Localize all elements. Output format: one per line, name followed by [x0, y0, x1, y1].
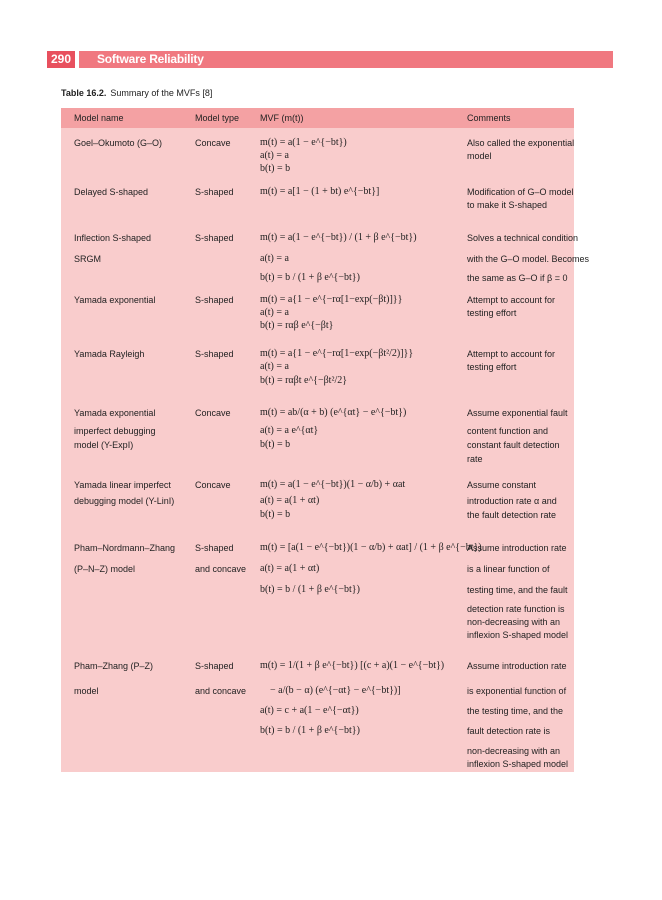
col-header-comments: Comments: [467, 113, 511, 123]
comment-line: non-decreasing with an: [467, 746, 561, 756]
comment-line: the testing time, and the: [467, 706, 564, 716]
comment-line: non-decreasing with an: [467, 617, 561, 627]
mvf-formula: a(t) = a: [260, 361, 289, 372]
model-name: SRGM: [74, 254, 101, 264]
model-name: Yamada linear imperfect: [74, 480, 171, 490]
model-type: S-shaped: [195, 295, 234, 305]
model-name: imperfect debugging: [74, 426, 156, 436]
mvf-formula: b(t) = b: [260, 509, 291, 520]
mvf-formula: b(t) = b / (1 + β e^{−bt}): [260, 725, 360, 736]
comment-line: constant fault detection: [467, 440, 560, 450]
model-name: model (Y-ExpI): [74, 440, 134, 450]
comment-line: model: [467, 151, 492, 161]
comment-line: introduction rate α and: [467, 496, 557, 506]
mvf-formula: m(t) = a{1 − e^{−rα[1−exp(−βt)]}}: [260, 294, 403, 305]
model-name: Yamada exponential: [74, 295, 156, 305]
comment-line: rate: [467, 454, 483, 464]
model-type: Concave: [195, 408, 231, 418]
model-name: Delayed S-shaped: [74, 187, 149, 197]
comment-line: inflexion S-shaped model: [467, 759, 569, 769]
mvf-formula: m(t) = a{1 − e^{−rα[1−exp(−βt²/2)]}}: [260, 348, 414, 359]
comment-line: Assume introduction rate: [467, 661, 567, 671]
model-name: debugging model (Y-LinI): [74, 496, 175, 506]
mvf-formula: m(t) = [a(1 − e^{−bt})(1 − α/b) + αat] / (1 + β e^{−bt}): [260, 542, 482, 553]
comment-line: detection rate function is: [467, 604, 565, 614]
model-name: model: [74, 686, 99, 696]
mvf-formula: m(t) = a[1 − (1 + bt) e^{−bt}]: [260, 186, 380, 197]
comment-line: is exponential function of: [467, 686, 567, 696]
model-type: Concave: [195, 138, 231, 148]
mvf-formula: a(t) = c + a(1 − e^{−αt}): [260, 705, 359, 716]
model-type: S-shaped: [195, 233, 234, 243]
col-header-model-type: Model type: [195, 113, 240, 123]
comment-line: with the G–O model. Becomes: [467, 254, 590, 264]
comment-line: testing time, and the fault: [467, 585, 568, 595]
model-name: (P–N–Z) model: [74, 564, 136, 574]
mvf-formula: a(t) = a(1 + αt): [260, 563, 320, 574]
comment-line: Attempt to account for: [467, 295, 556, 305]
comment-line: the same as G–O if β = 0: [467, 273, 568, 283]
mvf-formula: m(t) = a(1 − e^{−bt})(1 − α/b) + αat: [260, 479, 406, 490]
mvf-formula: b(t) = b: [260, 439, 291, 450]
comment-line: the fault detection rate: [467, 510, 557, 520]
model-type: S-shaped: [195, 661, 234, 671]
mvf-formula: m(t) = ab/(α + b) (e^{αt} − e^{−bt}): [260, 407, 407, 418]
comment-line: Also called the exponential: [467, 138, 575, 148]
caption-label: Table 16.2.: [61, 88, 107, 98]
col-header-model-name: Model name: [74, 113, 124, 123]
mvf-formula: b(t) = b: [260, 163, 291, 174]
mvf-formula: b(t) = rαβ e^{−βt}: [260, 320, 334, 331]
mvf-formula: m(t) = a(1 − e^{−bt}) / (1 + β e^{−bt}): [260, 232, 417, 243]
comment-line: to make it S-shaped: [467, 200, 548, 210]
running-header: [47, 51, 613, 68]
model-type: and concave: [195, 686, 247, 696]
comment-line: Assume exponential fault: [467, 408, 568, 418]
section-title: Software Reliability: [97, 52, 204, 66]
mvf-formula: b(t) = b / (1 + β e^{−bt}): [260, 272, 360, 283]
table-caption: [61, 88, 212, 98]
comment-line: is a linear function of: [467, 564, 550, 574]
model-type: S-shaped: [195, 187, 234, 197]
mvf-formula: m(t) = 1/(1 + β e^{−bt}) [(c + a)(1 − e^{−bt}): [260, 660, 445, 671]
mvf-formula: a(t) = a: [260, 307, 289, 318]
comment-line: testing effort: [467, 308, 517, 318]
model-type: S-shaped: [195, 349, 234, 359]
model-name: Pham–Zhang (P–Z): [74, 661, 154, 671]
comment-line: inflexion S-shaped model: [467, 630, 569, 640]
model-name: Goel–Okumoto (G–O): [74, 138, 163, 148]
header-bar: [79, 51, 613, 68]
comment-line: fault detection rate is: [467, 726, 551, 736]
mvf-formula: b(t) = b / (1 + β e^{−bt}): [260, 584, 360, 595]
mvf-formula: − a/(b − α) (e^{−αt} − e^{−bt})]: [270, 685, 401, 696]
comment-line: content function and: [467, 426, 549, 436]
col-header-mvf: MVF (m(t)): [260, 113, 304, 123]
comment-line: Assume introduction rate: [467, 543, 567, 553]
comment-line: Attempt to account for: [467, 349, 556, 359]
model-type: and concave: [195, 564, 247, 574]
mvf-formula: a(t) = a e^{αt}: [260, 425, 319, 436]
comment-line: Assume constant: [467, 480, 537, 490]
mvf-formula: m(t) = a(1 − e^{−bt}): [260, 137, 347, 148]
model-name: Inflection S-shaped: [74, 233, 152, 243]
mvf-formula: a(t) = a(1 + αt): [260, 495, 320, 506]
comment-line: Solves a technical condition: [467, 233, 579, 243]
model-type: Concave: [195, 480, 231, 490]
model-name: Yamada Rayleigh: [74, 349, 145, 359]
caption-text: Summary of the MVFs [8]: [110, 88, 213, 98]
page-number: 290: [47, 51, 75, 68]
comment-line: testing effort: [467, 362, 517, 372]
mvf-formula: a(t) = a: [260, 253, 289, 264]
comment-line: Modification of G–O model: [467, 187, 574, 197]
mvf-formula: a(t) = a: [260, 150, 289, 161]
model-name: Yamada exponential: [74, 408, 156, 418]
model-type: S-shaped: [195, 543, 234, 553]
model-name: Pham–Nordmann–Zhang: [74, 543, 176, 553]
mvf-formula: b(t) = rαβt e^{−βt²/2}: [260, 375, 348, 386]
